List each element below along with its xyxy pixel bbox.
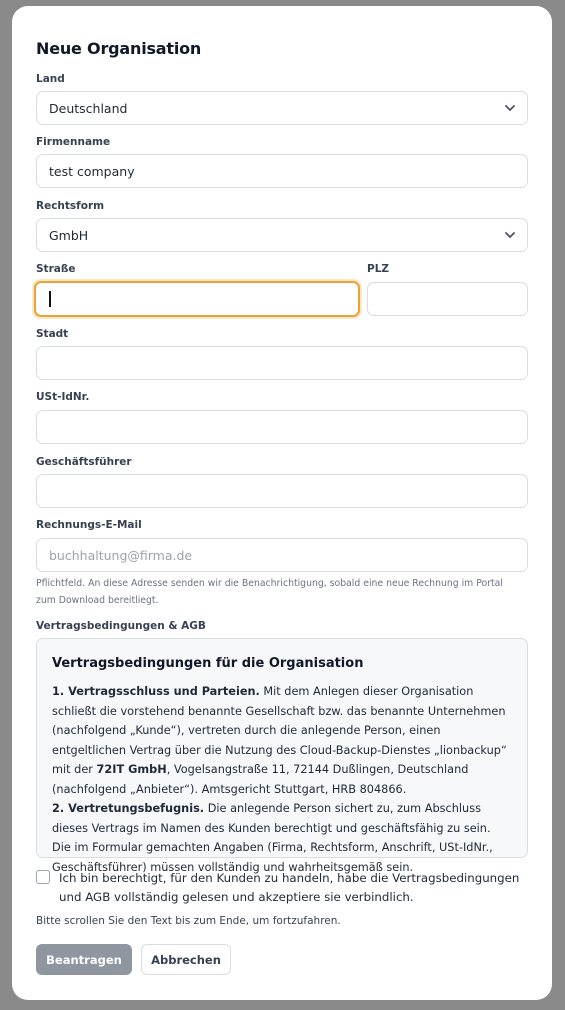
legal-form-select[interactable] [36, 218, 528, 252]
billing-email-label: Rechnungs-E-Mail [36, 519, 142, 531]
text-caret [49, 291, 51, 307]
terms-title: Vertragsbedingungen für die Organisation [52, 656, 364, 671]
chevron-down-icon [503, 228, 517, 242]
company-name-value: test company [49, 163, 135, 179]
terms-p1-heading: 1. Vertragsschluss und Parteien. [52, 685, 260, 698]
billing-email-input[interactable] [36, 538, 528, 572]
legal-form-value: GmbH [49, 227, 89, 243]
country-select[interactable] [36, 91, 528, 125]
consent-label[interactable]: Ich bin berechtigt, für den Kunden zu handeln, habe die Vertragsbedingungen und AGB vollständig gelesen und akzeptiere sie verbindlich. [59, 871, 520, 904]
terms-p2-heading: 2. Vertretungsbefugnis. [52, 802, 205, 815]
company-name-input[interactable] [36, 154, 528, 188]
zip-label: PLZ [367, 263, 389, 275]
terms-section-label: Vertragsbedingungen & AGB [36, 620, 206, 632]
new-organisation-dialog [12, 6, 552, 1000]
vat-id-label: USt-IdNr. [36, 391, 90, 403]
company-name-label: Firmenname [36, 136, 111, 148]
cancel-button[interactable]: Abbrechen [141, 944, 231, 975]
managing-director-input[interactable] [36, 474, 528, 508]
terms-body [52, 682, 512, 877]
zip-input[interactable] [367, 282, 528, 316]
legal-form-label: Rechtsform [36, 200, 105, 212]
submit-button[interactable]: Beantragen [36, 944, 132, 975]
vat-id-input[interactable] [36, 410, 528, 444]
terms-scroll-box[interactable] [36, 638, 528, 874]
terms-p1-text-cont: , Vogelsangstraße 11, 72144 Dußlingen, Deutschland (nachfolgend „Anbieter“). Amtsgericht Stuttgart, HRB 804866. [52, 763, 469, 796]
terms-provider-name: 72IT GmbH [96, 763, 167, 776]
country-value: Deutschland [49, 100, 128, 116]
billing-email-hint [36, 576, 528, 609]
terms-p2-text: Die anlegende Person sichert zu, zum Abschluss dieses Vertrags im Namen des Kunden berechtigt und geschäftsfähig zu sein. Die im Formular gemachten Angaben (Firma, Rechtsform, Anschrift, USt-IdNr., Geschäftsführer) müssen vollständig und wahrheitsgemäß sein. [52, 802, 493, 874]
billing-email-placeholder: buchhaltung@firma.de [49, 547, 193, 563]
street-label: Straße [36, 263, 76, 275]
city-input[interactable] [36, 346, 528, 380]
managing-director-label: Geschäftsführer [36, 456, 132, 468]
country-label: Land [36, 73, 65, 85]
chevron-down-icon [503, 101, 517, 115]
terms-p1-text: Mit dem Anlegen dieser Organisation schließt die vorstehend benannte Gesellschaft bzw. das benannte Unternehmen (nachfolgend „Kunde“), vertreten durch die anlegende Person, einen entgeltlichen Vertrag über die Nutzung des Cloud-Backup-Dienstes „lionbackup“ mit der [52, 685, 507, 776]
scroll-note: Bitte scrollen Sie den Text bis zum Ende, um fortzufahren. [36, 915, 341, 927]
city-label: Stadt [36, 328, 69, 340]
street-input[interactable] [34, 281, 360, 317]
billing-email-hint-line: zum Download bereitliegt. [36, 594, 159, 606]
dialog-title: Neue Organisation [36, 39, 202, 58]
consent-checkbox[interactable] [36, 870, 50, 884]
billing-email-hint-line: Pflichtfeld. An diese Adresse senden wir die Benachrichtigung, sobald eine neue Rechnung im Portal [36, 578, 503, 589]
